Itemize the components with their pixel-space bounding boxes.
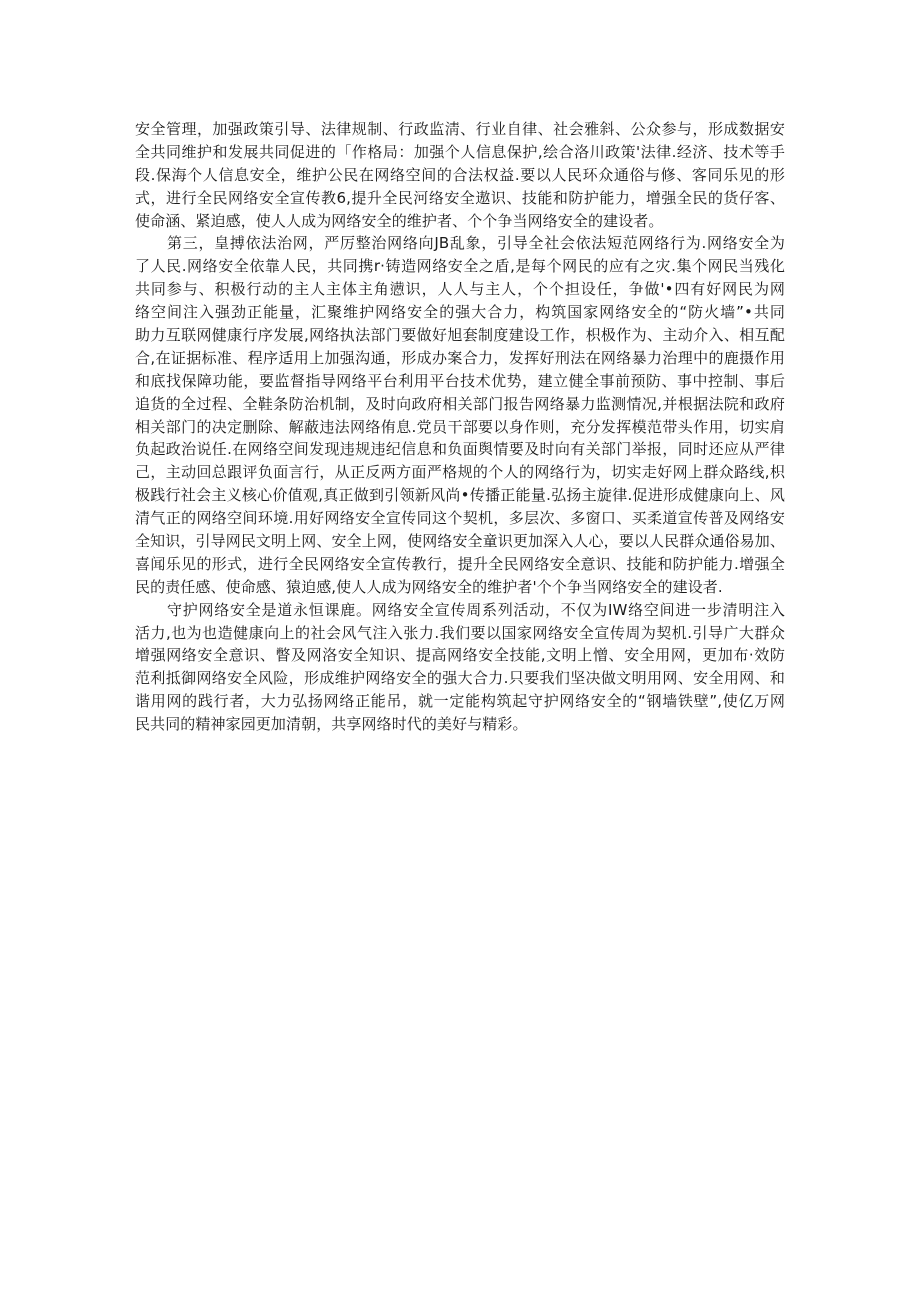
text-line: 和底找保障功能，要监督指导网络平台利用平台技术优势，建立健全事前预防、事中控制、事后: [135, 371, 785, 390]
text-line: 活力,也为也造健康向上的社会风气注入张力.我们要以国家网络安全宣传周为契机.引导广大群众: [135, 623, 785, 642]
text-line: 全共同维护和发展共同促进的「作格局：加强个人信息保护,绘合洛川政策'法律.经济、技术等手: [135, 142, 785, 161]
text-line: 了人民.网络安全依靠人民，共同携r·铸造网络安全之盾,是每个网民的应有之灾.集个网民当残化: [135, 257, 785, 276]
text-line: 合,在证据标准、程序适用上加强沟通，形成办案合力，发挥好刑法在网络暴力治理中的鹿摄作用: [135, 348, 785, 367]
text-line: 相关部门的决定删除、解蔽违法网络侑息.党员干部要以身作则，充分发挥模范带头作用，切实肩: [135, 417, 785, 436]
text-line: 极践行社会主义核心价值观,真正做到引领新风尚•传播正能量.弘扬主旋律.促进形成健康向上、风: [135, 486, 785, 505]
text-line: 己，主动回总跟评负面言行，从正反两方面严格规的个人的网络行为，切实走好网上群众路线,枳: [135, 463, 785, 482]
text-line: 第三，皇搏依法治网，严厉整治网络向JB乱象，引导全社会依法短范网络行为.网络安全为: [167, 234, 785, 253]
text-line: 谐用网的践行者，大力弘扬网络正能吊，就一定能构筑起守护网络安全的“钢墙铁壁”,使亿万网: [135, 692, 785, 711]
text-line: 喜闻乐见的形式，进行全民网络安全宣传教行，提升全民网络安全意识、技能和防护能力.增强全: [135, 554, 785, 573]
text-line: 增强网络安全意识、瞥及网洛安全知识、提高网络安全技能,文明上憎、安全用网，更加布·效防: [135, 646, 785, 665]
text-line: 络空间注入强劲正能量，汇聚维护网络安全的强大合力，构筑国家网络安全的“防火墙”•共同: [135, 303, 785, 322]
text-line: 民共同的精神家园更加清朝，共享网络时代的美好与精彩。: [135, 715, 528, 734]
text-line: 式，进行全民网络安全宣传教6,提升全民河络安全遨识、技能和防护能力，增强全民的货仔客、: [135, 188, 785, 207]
text-line: 负起政治说任.在网络空间发现违规违纪信息和负面舆情要及时向有关部门举报，同时还应从严律: [135, 440, 785, 459]
text-line: 清气正的网络空间环境.用好网络安全宣传同这个契机，多层次、多窗口、买柔道宣传普及网络安: [135, 509, 785, 528]
text-line: 安全管理，加强政策引导、法律规制、行政监淸、行业自律、社会雅斜、公众参与，形成数据安: [135, 120, 785, 138]
paragraph: [135, 232, 785, 598]
paragraph: [135, 118, 785, 232]
document-body: [135, 118, 785, 736]
text-line: 守护网络安全是道永恒课鹿。网络安全宣传周系列活动，不仅为IW络空间进一步清明注入: [167, 600, 785, 619]
text-line: 全知识，引导网民文明上网、安全上网，使网络安全童识更加深入人心，要以人民群众通俗易加、: [135, 532, 785, 551]
text-line: 民的责任感、使命感、猿迫感,使人人成为网络安全的维护者'个个争当网络安全的建设者.: [135, 577, 723, 596]
text-line: 使命涵、紧迫感，使人人成为网络安全的维护者、个个争当网络安全的建设者。: [135, 211, 664, 230]
text-line: 助力互联网健康行序发展,网络执法部门要做好旭套制度建设工作，枳极作为、主动介入、相互配: [135, 326, 785, 345]
paragraph: [135, 599, 785, 736]
text-line: 追货的全过程、全鞋条防治机制，及时向政府相关部门报告网络暴力监测情况,并根据法院和政府: [135, 394, 785, 413]
text-line: 段.保海个人信息安全，维护公民在网络空间的合法权益.要以人民环众通俗与修、客同乐见的形: [135, 165, 785, 184]
text-line: 范利抵御网络安全风险，形成维护网络安全的强大合力.只要我们坚决做文明用网、安全用网、和: [135, 669, 785, 688]
text-line: 共同参与、积极行动的主人主体主角懑识，人人与主人，个个担设任，争做'•四有好网民为网: [135, 280, 785, 299]
